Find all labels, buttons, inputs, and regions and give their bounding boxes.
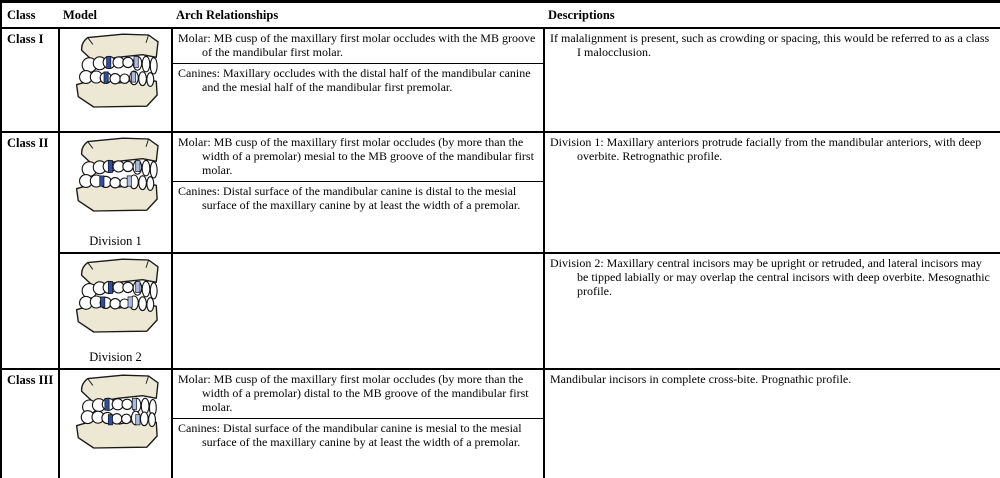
division-2-label: Division 2 xyxy=(89,350,142,364)
class-2-div2-model-cell xyxy=(59,253,172,369)
division-2-description-text: Division 2: Maxillary central incisors may be upright or retruded, and lateral incisors may be tipped labially or may overlap the central incisors with deep overbite. Mesognathic profile. xyxy=(550,256,990,298)
class-1-canines-text: Canines: Maxillary occludes with the distal half of the mandibular canine and the mesial half of the mandibular first premolar. xyxy=(178,66,531,94)
class-2-div1-model-cell xyxy=(59,132,172,253)
class-1-model-cell xyxy=(59,28,172,132)
class-1-arch-cell xyxy=(172,28,544,132)
header-descriptions: Descriptions xyxy=(544,2,1000,29)
class-3-model-cell xyxy=(59,369,172,478)
class-1-description-cell xyxy=(544,28,1000,132)
table-row xyxy=(1,369,1000,478)
class-3-description-cell xyxy=(544,369,1000,478)
dental-model-illustration xyxy=(68,256,164,336)
header-arch-relationships: Arch Relationships xyxy=(172,2,544,29)
class-3-canines-text: Canines: Distal surface of the mandibular canine is mesial to the mesial surface of the maxillary canine by at least the width of a premolar. xyxy=(178,421,522,449)
division-2-description-cell xyxy=(544,253,1000,369)
class-3-description-text: Mandibular incisors in complete cross-bite. Prognathic profile. xyxy=(550,372,852,386)
table-row xyxy=(1,132,1000,253)
class-2-div2-arch-cell-empty xyxy=(172,253,544,369)
header-class: Class xyxy=(1,2,59,29)
class-1-label: Class I xyxy=(1,28,59,132)
class-2-label: Class II xyxy=(1,132,59,369)
dental-model-illustration xyxy=(68,135,164,215)
class-3-arch-cell xyxy=(172,369,544,478)
table-row xyxy=(1,253,1000,369)
class-2-molar-text: Molar: MB cusp of the maxillary first molar occludes (by more than the width of a premolar) mesial to the MB groove of the mandibular first molar. xyxy=(173,133,543,182)
division-1-description-text: Division 1: Maxillary anteriors protrude facially from the mandibular anteriors, with deep overbite. Retrognathic profile. xyxy=(550,135,982,163)
division-1-description-cell xyxy=(544,132,1000,253)
class-3-molar-text: Molar: MB cusp of the maxillary first molar occludes (by more than the width of a premolar) distal to the MB groove of the mandibular first molar. xyxy=(173,370,543,419)
class-2-canines-text: Canines: Distal surface of the mandibular canine is distal to the mesial surface of the maxillary canine by at least the width of a premolar. xyxy=(178,184,521,212)
class-1-description-text: If malalignment is present, such as crowding or spacing, this would be referred to as a class I malocclusion. xyxy=(550,31,990,59)
header-model: Model xyxy=(59,2,172,29)
table-header-row xyxy=(1,2,1000,29)
dental-model-illustration xyxy=(68,31,164,111)
class-3-label: Class III xyxy=(1,369,59,478)
class-2-arch-cell xyxy=(172,132,544,253)
division-1-label: Division 1 xyxy=(89,234,142,248)
dental-model-illustration xyxy=(68,372,164,452)
table-row xyxy=(1,28,1000,132)
class-1-molar-text: Molar: MB cusp of the maxillary first molar occludes with the MB groove of the mandibular first molar. xyxy=(173,29,543,64)
